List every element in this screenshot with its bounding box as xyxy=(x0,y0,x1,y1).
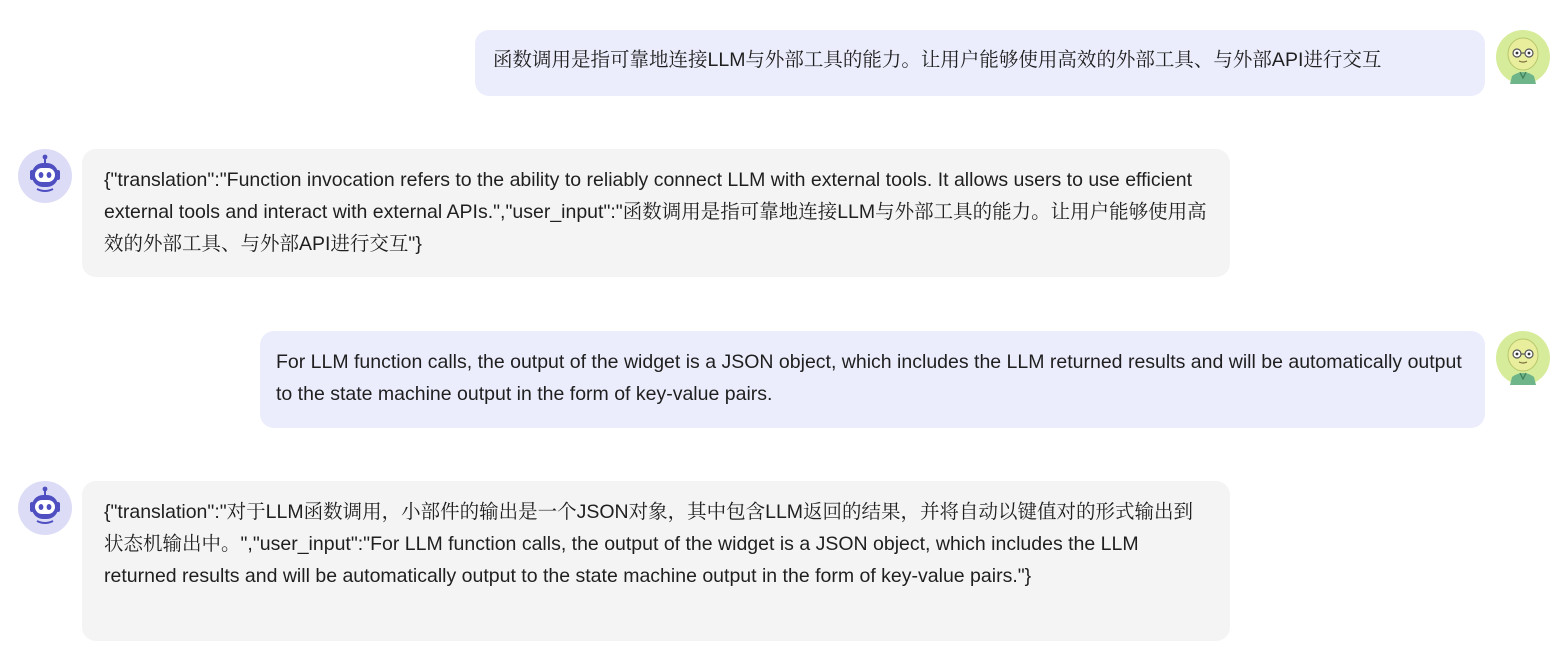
message-text: For LLM function calls, the output of the widget is a JSON object, which includes the LLM returned results and will be automatically output to the state machine output in the form of key-value pairs. xyxy=(276,351,1462,405)
message-text: 函数调用是指可靠地连接LLM与外部工具的能力。让用户能够使用高效的外部工具、与外部API进行交互 xyxy=(493,49,1382,71)
message-text: {"translation":"对于LLM函数调用，小部件的输出是一个JSON对象，其中包含LLM返回的结果，并将自动以键值对的形式输出到状态机输出中。","user_input":"For LLM function calls, the output of the widget is a JSON object, which includes the LLM returned results and will be automatically output to the state machine output in the form of key-value pairs."} xyxy=(104,501,1194,587)
user-avatar-icon xyxy=(1496,331,1550,385)
robot-avatar-icon xyxy=(18,149,72,203)
user-avatar-icon xyxy=(1496,30,1550,84)
user-message-bubble xyxy=(260,331,1485,428)
assistant-message-bubble xyxy=(82,149,1230,277)
user-message-bubble xyxy=(475,30,1485,96)
robot-avatar-icon xyxy=(18,481,72,535)
assistant-message-bubble xyxy=(82,481,1230,641)
message-text: {"translation":"Function invocation refers to the ability to reliably connect LLM with external tools. It allows users to use efficient external tools and interact with external APIs.","user_input":"函数调用是指可靠地连接LLM与外部工具的能力。让用户能够使用高效的外部工具、与外部API进行交互"} xyxy=(104,169,1207,255)
